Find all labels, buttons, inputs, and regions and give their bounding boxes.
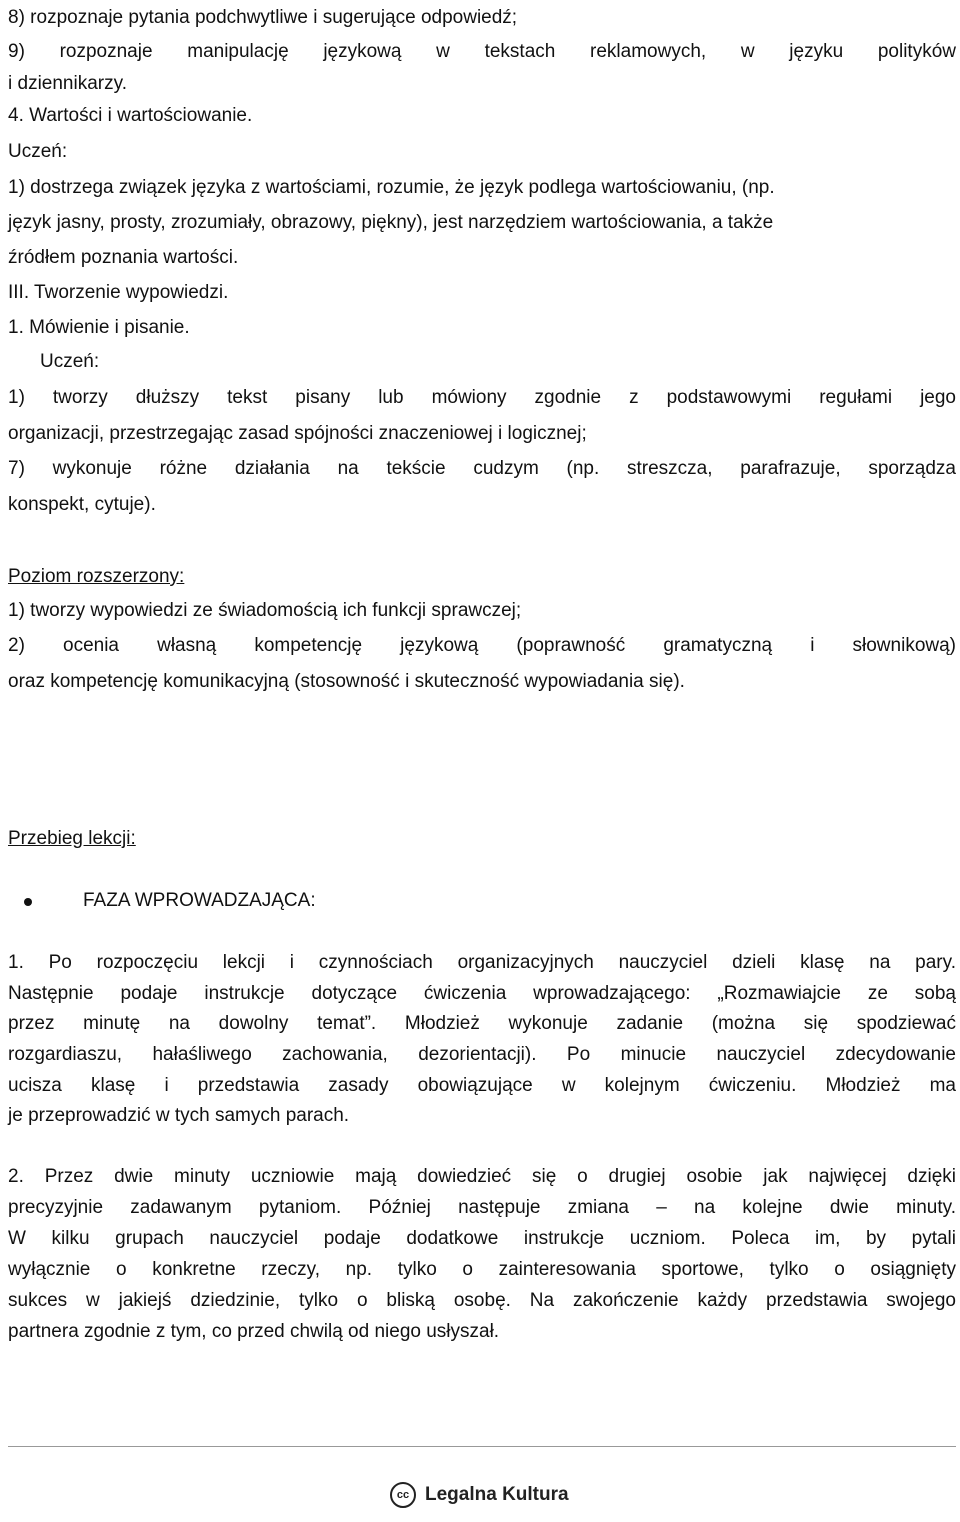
text-line: źródłem poznania wartości.	[8, 247, 239, 268]
phase-title: FAZA WPROWADZAJĄCA:	[83, 890, 316, 911]
text-line: 1) tworzy dłuższy tekst pisany lub mówiony zgodnie z podstawowymi regułami jego	[8, 387, 956, 408]
text-line: W kilku grupach nauczyciel podaje dodatkowe instrukcje uczniom. Poleca im, by pytali	[8, 1228, 956, 1249]
text-line: i dziennikarzy.	[8, 73, 127, 94]
text-line: 1) tworzy wypowiedzi ze świadomością ich funkcji sprawczej;	[8, 600, 522, 621]
text-line: Uczeń:	[40, 351, 100, 372]
text-line: oraz kompetencję komunikacyjną (stosowność i skuteczność wypowiadania się).	[8, 671, 685, 692]
footer-logo	[390, 1480, 569, 1510]
text-line: ucisza klasę i przedstawia zasady obowiązujące w kolejnym ćwiczeniu. Młodzież ma	[8, 1075, 956, 1096]
text-line: precyzyjnie zadawanym pytaniom. Później następuje zmiana – na kolejne dwie minuty.	[8, 1197, 956, 1218]
lesson-heading: Przebieg lekcji:	[8, 828, 136, 849]
text-line: Następnie podaje instrukcje dotyczące ćwiczenia wprowadzającego: „Rozmawiajcie ze sobą	[8, 983, 956, 1004]
text-line: wyłącznie o konkretne rzeczy, np. tylko o zainteresowania sportowe, tylko o osiągnięty	[8, 1259, 956, 1280]
text-line: je przeprowadzić w tych samych parach.	[8, 1105, 350, 1126]
bullet-icon	[24, 898, 32, 906]
text-line: Uczeń:	[8, 141, 68, 162]
text-line: 2. Przez dwie minuty uczniowie mają dowiedzieć się o drugiej osobie jak najwięcej dzięki	[8, 1166, 956, 1187]
text-line: 1) dostrzega związek języka z wartościami, rozumie, że język podlega wartościowaniu, (np.	[8, 177, 775, 198]
text-line: rozgardiaszu, hałaśliwego zachowania, dezorientacji). Po minucie nauczyciel zdecydowanie	[8, 1044, 956, 1065]
text-line: 9) rozpoznaje manipulację językową w tekstach reklamowych, w języku polityków	[8, 41, 956, 62]
creative-commons-icon: cc	[390, 1482, 416, 1508]
text-line: 7) wykonuje różne działania na tekście cudzym (np. streszcza, parafrazuje, sporządza	[8, 458, 956, 479]
text-line: konspekt, cytuje).	[8, 494, 156, 515]
text-line: partnera zgodnie z tym, co przed chwilą od niego usłyszał.	[8, 1321, 500, 1342]
text-line: III. Tworzenie wypowiedzi.	[8, 282, 229, 303]
text-line: 1. Po rozpoczęciu lekcji i czynnościach organizacyjnych nauczyciel dzieli klasę na pary.	[8, 952, 956, 973]
footer-divider	[8, 1446, 956, 1447]
text-line: język jasny, prosty, zrozumiały, obrazowy, piękny), jest narzędziem wartościowania, a także	[8, 212, 774, 233]
text-line: 4. Wartości i wartościowanie.	[8, 105, 253, 126]
text-line: sukces w jakiejś dziedzinie, tylko o bliską osobę. Na zakończenie każdy przedstawia swojego	[8, 1290, 956, 1311]
extended-heading: Poziom rozszerzony:	[8, 566, 185, 587]
footer-logo-text: Legalna Kultura	[425, 1484, 569, 1505]
text-line: 2) ocenia własną kompetencję językową (poprawność gramatyczną i słownikową)	[8, 635, 956, 656]
text-line: 8) rozpoznaje pytania podchwytliwe i sugerujące odpowiedź;	[8, 7, 518, 28]
text-line: przez minutę na dowolny temat”. Młodzież wykonuje zadanie (można się spodziewać	[8, 1013, 956, 1034]
text-line: 1. Mówienie i pisanie.	[8, 317, 190, 338]
text-line: organizacji, przestrzegając zasad spójności znaczeniowej i logicznej;	[8, 423, 587, 444]
